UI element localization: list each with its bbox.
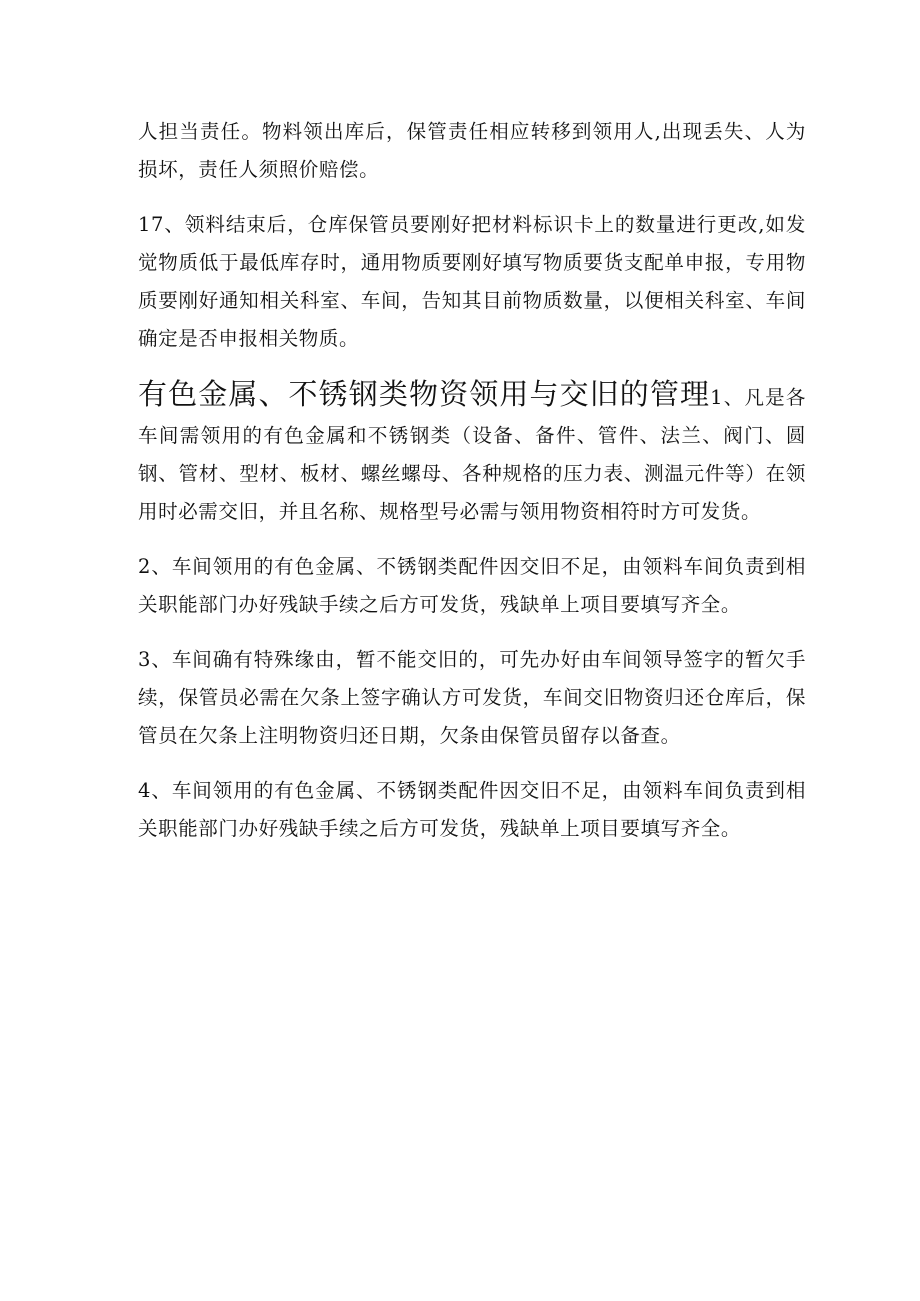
item-1-text: 凡是各车间需领用的有色金属和不锈钢类（设备、备件、管件、法兰、阀门、圆钢、管材、型材、板材、螺丝螺母、各种规格的压力表、测温元件等）在领用时必需交旧，并且名称、规格型号必需与领用物资相符时方可发货。 [138, 386, 806, 523]
paragraph-responsibility: 人担当责任。物料领出库后，保管责任相应转移到领用人,出现丢失、人为损坏，责任人须照价赔偿。 [138, 120, 806, 181]
paragraph-item-4: 4、车间领用的有色金属、不锈钢类配件因交旧不足，由领料车间负责到相关职能部门办好残缺手续之后方可发货，残缺单上项目要填写齐全。 [138, 779, 806, 840]
section-heading: 有色金属、不锈钢类物资领用与交旧的管理 [138, 377, 711, 411]
item-number-1: 1、 [710, 386, 745, 409]
section-heading-line [138, 372, 806, 531]
paragraph-item-2: 2、车间领用的有色金属、不锈钢类配件因交旧不足，由领料车间负责到相关职能部门办好残缺手续之后方可发货，残缺单上项目要填写齐全。 [138, 555, 806, 616]
paragraph-item-3: 3、车间确有特殊缘由，暂不能交旧的，可先办好由车间领导签字的暂欠手续，保管员必需在欠条上签字确认方可发货，车间交旧物资归还仓库后，保管员在欠条上注明物资归还日期，欠条由保管员留存以备查。 [138, 648, 806, 747]
paragraph-item-17: 17、领料结束后，仓库保管员要刚好把材料标识卡上的数量进行更改,如发觉物质低于最低库存时，通用物质要刚好填写物质要货支配单申报，专用物质要刚好通知相关科室、车间，告知其目前物质数量，以便相关科室、车间确定是否申报相关物质。 [138, 213, 806, 350]
document-body [138, 113, 806, 848]
